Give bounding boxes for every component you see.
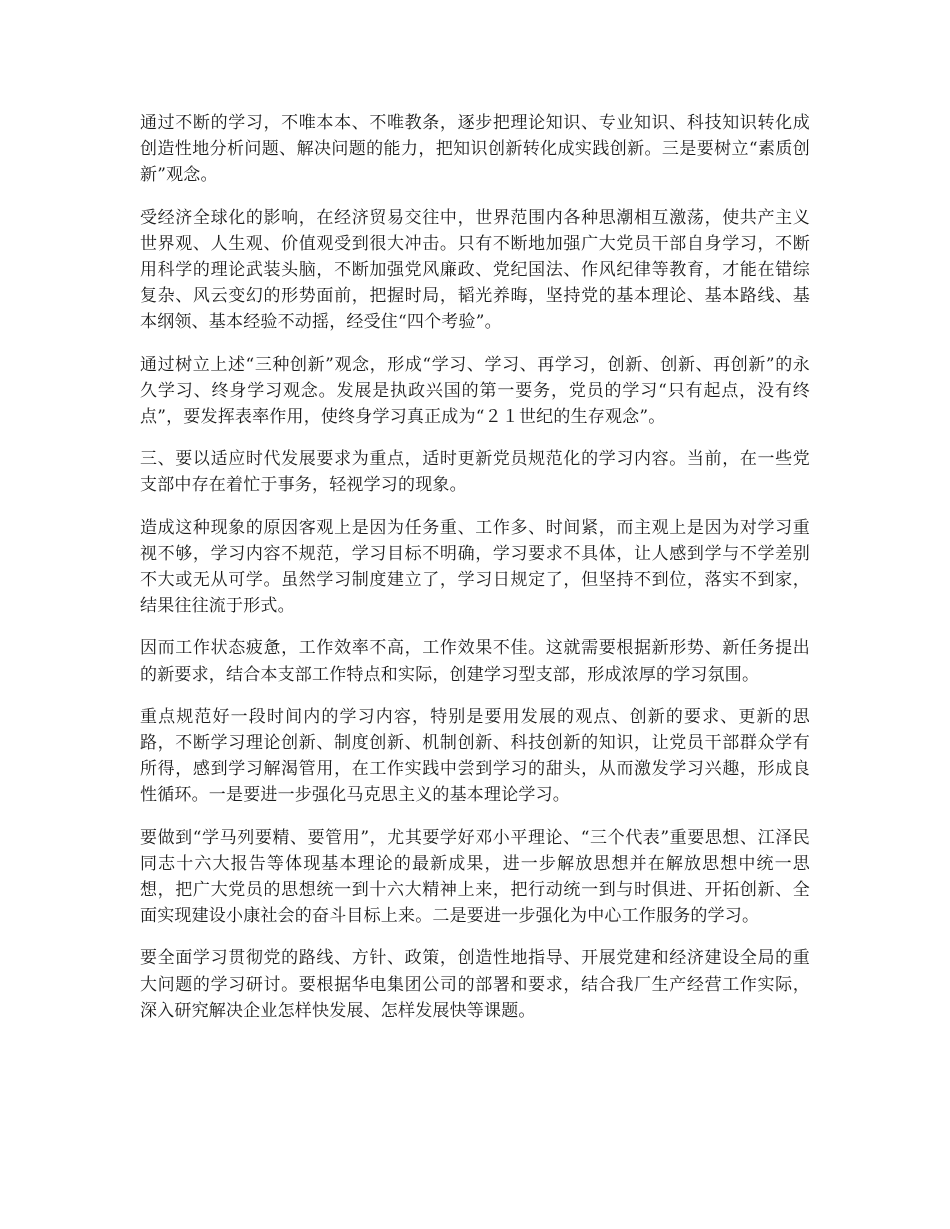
paragraph: 要全面学习贯彻党的路线、方针、政策，创造性地指导、开展党建和经济建设全局的重大问题的学习研讨。要根据华电集团公司的部署和要求，结合我厂生产经营工作实际，深入研究解决企业怎样快发展、怎样发展快等课题。	[140, 948, 810, 1021]
paragraph: 造成这种现象的原因客观上是因为任务重、工作多、时间紧，而主观上是因为对学习重视不够，学习内容不规范，学习目标不明确，学习要求不具体，让人感到学与不学差别不大或无从可学。虽然学习制度建立了，学习日规定了，但坚持不到位，落实不到家，结果往往流于形式。	[140, 517, 810, 617]
paragraph: 因而工作状态疲惫，工作效率不高，工作效果不佳。这就需要根据新形势、新任务提出的新要求，结合本支部工作特点和实际，创建学习型支部，形成浓厚的学习氛围。	[140, 638, 810, 685]
document-body	[140, 110, 810, 1024]
paragraph: 重点规范好一段时间内的学习内容，特别是要用发展的观点、创新的要求、更新的思路，不断学习理论创新、制度创新、机制创新、科技创新的知识，让党员干部群众学有所得，感到学习解渴管用，在工作实践中尝到学习的甜头，从而激发学习兴趣，形成良性循环。一是要进一步强化马克思主义的基本理论学习。	[140, 706, 810, 806]
paragraph: 通过树立上述“三种创新”观念，形成“学习、学习、再学习，创新、创新、再创新”的永久学习、终身学习观念。发展是执政兴国的第一要务，党员的学习“只有起点，没有终点”，要发挥表率作用，使终身学习真正成为“２１世纪的生存观念”。	[140, 354, 810, 428]
paragraph: 三、要以适应时代发展要求为重点，适时更新党员规范化的学习内容。当前，在一些党支部中存在着忙于事务，轻视学习的现象。	[140, 449, 810, 496]
paragraph: 通过不断的学习，不唯本本、不唯教条，逐步把理论知识、专业知识、科技知识转化成创造性地分析问题、解决问题的能力，把知识创新转化成实践创新。三是要树立“素质创新”观念。	[140, 113, 810, 186]
paragraph: 要做到“学马列要精、要管用”，尤其要学好邓小平理论、“三个代表”重要思想、江泽民同志十六大报告等体现基本理论的最新成果，进一步解放思想并在解放思想中统一思想，把广大党员的思想统一到十六大精神上来，把行动统一到与时俱进、开拓创新、全面实现建设小康社会的奋斗目标上来。二是要进一步强化为中心工作服务的学习。	[140, 827, 810, 927]
paragraph: 受经济全球化的影响，在经济贸易交往中，世界范围内各种思潮相互激荡，使共产主义世界观、人生观、价值观受到很大冲击。只有不断地加强广大党员干部自身学习，不断用科学的理论武装头脑，不断加强党风廉政、党纪国法、作风纪律等教育，才能在错综复杂、风云变幻的形势面前，把握时局，韬光养晦，坚持党的基本理论、基本路线、基本纲领、基本经验不动摇，经受住“四个考验”。	[140, 207, 810, 333]
